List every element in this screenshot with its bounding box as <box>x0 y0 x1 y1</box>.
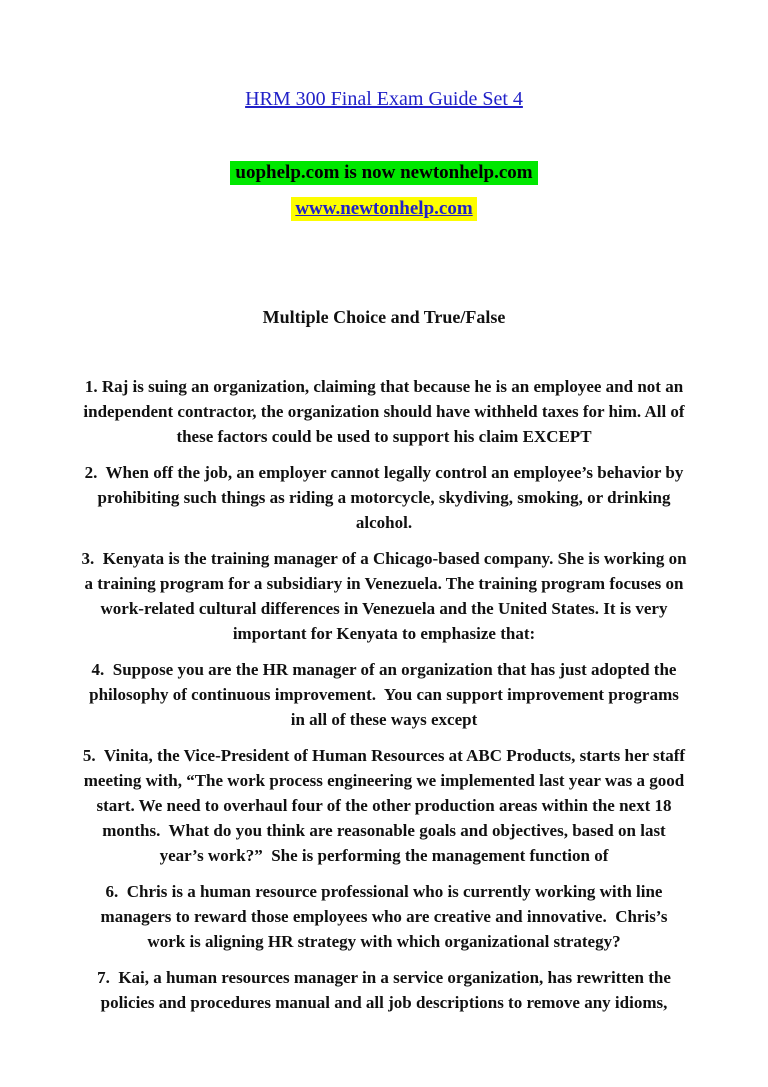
question-item: 6. Chris is a human resource professional who is currently working with line managers to reward those employees who are creative and innovative. Chris’s work is aligning HR strategy with which organizational strategy? <box>100 882 672 951</box>
green-highlight-banner: uophelp.com is now newtonhelp.com <box>230 161 537 185</box>
question-item: 2. When off the job, an employer cannot legally control an employee’s behavior by prohibiting such things as riding a motorcycle, skydiving, smoking, or drinking alcohol. <box>84 463 688 532</box>
document-title-link[interactable]: HRM 300 Final Exam Guide Set 4 <box>245 88 523 110</box>
yellow-highlight-link[interactable]: www.newtonhelp.com <box>291 197 476 221</box>
question-item: 7. Kai, a human resources manager in a service organization, has rewritten the policies and procedures manual and all job descriptions to remove any idioms, <box>97 968 676 1012</box>
green-banner-row <box>0 161 768 185</box>
question-item: 3. Kenyata is the training manager of a Chicago-based company. She is working on a training program for a subsidiary in Venezuela. The training program focuses on work-related cultural differences in Venezuela and the United States. It is very important for Kenyata to emphasize that: <box>81 549 691 643</box>
question-item: 4. Suppose you are the HR manager of an organization that has just adopted the philosophy of continuous improvement. You can support improvement programs in all of these ways except <box>89 660 684 729</box>
question-item: 5. Vinita, the Vice-President of Human Resources at ABC Products, starts her staff meeting with, “The work process engineering we implemented last year was a good start. We need to overhaul four of the other production areas within the next 18 months. What do you think are reasonable goals and objectives, based on last year’s work?” She is performing the management function of <box>82 746 690 865</box>
yellow-banner-row <box>0 197 768 221</box>
question-item: 1. Raj is suing an organization, claiming that because he is an employee and not an independent contractor, the organization should have withheld taxes for him. All of these factors could be used to support his claim EXCEPT <box>83 377 689 446</box>
question-list <box>80 374 691 1015</box>
document-title <box>0 0 768 111</box>
section-heading: Multiple Choice and True/False <box>262 307 506 327</box>
